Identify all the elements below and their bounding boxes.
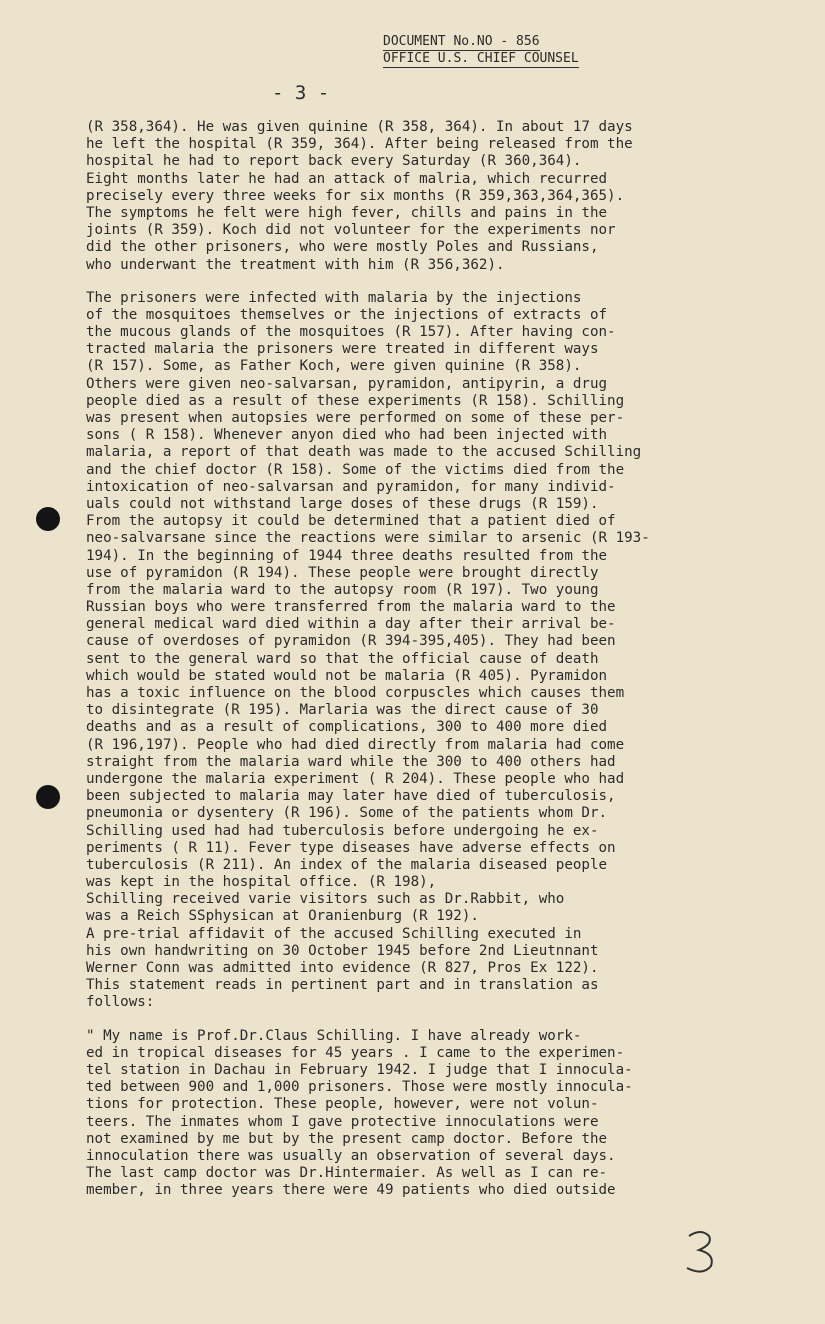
text-line: malaria, a report of that death was made to the accused Schilling bbox=[86, 444, 642, 461]
text-line: tracted malaria the prisoners were treated in different ways bbox=[86, 341, 599, 358]
text-line: not examined by me but by the present camp doctor. Before the bbox=[86, 1130, 608, 1147]
text-line: people died as a result of these experiments (R 158). Schilling bbox=[86, 392, 625, 409]
document-header bbox=[383, 34, 593, 68]
text-line: A pre-trial affidavit of the accused Schilling executed in bbox=[86, 925, 582, 942]
punch-hole-bottom bbox=[36, 785, 60, 809]
text-line: he left the hospital (R 359, 364). After being released from the bbox=[86, 136, 633, 153]
text-line: been subjected to malaria may later have died of tuberculosis, bbox=[86, 788, 616, 805]
text-line: straight from the malaria ward while the 300 to 400 others had bbox=[86, 753, 616, 770]
document-number: DOCUMENT No.NO - 856 bbox=[383, 34, 540, 49]
office-name: OFFICE U.S. CHIEF COUNSEL bbox=[383, 51, 579, 66]
text-line: member, in three years there were 49 patients who died outside bbox=[86, 1182, 616, 1199]
text-line: his own handwriting on 30 October 1945 before 2nd Lieutnnant bbox=[86, 942, 599, 959]
text-line: follows: bbox=[86, 994, 155, 1011]
text-line: and the chief doctor (R 158). Some of the victims died from the bbox=[86, 461, 625, 478]
text-line: innoculation there was usually an observation of several days. bbox=[86, 1147, 616, 1164]
text-line: neo-salvarsane since the reactions were similar to arsenic (R 193- bbox=[86, 530, 650, 547]
text-line: to disintegrate (R 195). Marlaria was the direct cause of 30 bbox=[86, 702, 599, 719]
text-line: This statement reads in pertinent part and in translation as bbox=[86, 977, 599, 994]
paragraph-3-quote bbox=[86, 1027, 633, 1200]
text-line: Russian boys who were transferred from the malaria ward to the bbox=[86, 599, 616, 616]
text-line: sons ( R 158). Whenever anyon died who had been injected with bbox=[86, 427, 608, 444]
text-line: hospital he had to report back every Saturday (R 360,364). bbox=[86, 153, 582, 170]
text-line: precisely every three weeks for six months (R 359,363,364,365). bbox=[86, 187, 625, 204]
text-line: joints (R 359). Koch did not volunteer for the experiments nor bbox=[86, 222, 616, 239]
handwritten-page-mark bbox=[683, 1228, 719, 1276]
text-line: has a toxic influence on the blood corpuscles which causes them bbox=[86, 685, 625, 701]
text-line: ed in tropical diseases for 45 years . I came to the experimen- bbox=[86, 1044, 625, 1061]
text-line: who underwant the treatment with him (R 356,362). bbox=[86, 256, 505, 273]
text-line: was kept in the hospital office. (R 198), bbox=[86, 874, 437, 891]
text-line: teers. The inmates whom I gave protective innoculations were bbox=[86, 1113, 599, 1130]
punch-hole-top bbox=[36, 507, 60, 531]
text-line: Schilling received varie visitors such as Dr.Rabbit, who bbox=[86, 891, 565, 908]
text-line: The symptoms he felt were high fever, chills and pains in the bbox=[86, 204, 608, 221]
text-line: ted between 900 and 1,000 prisoners. Those were mostly innocula- bbox=[86, 1079, 633, 1096]
text-line: sent to the general ward so that the official cause of death bbox=[86, 650, 599, 667]
text-line: was present when autopsies were performed on some of these per- bbox=[86, 410, 625, 426]
text-line: (R 157). Some, as Father Koch, were given quinine (R 358). bbox=[86, 358, 582, 375]
text-line: use of pyramidon (R 194). These people were brought directly bbox=[86, 564, 599, 581]
text-line: intoxication of neo-salvarsan and pyramidon, for many individ- bbox=[86, 478, 616, 495]
text-line: Eight months later he had an attack of malria, which recurred bbox=[86, 170, 608, 187]
text-line: uals could not withstand large doses of these drugs (R 159). bbox=[86, 495, 599, 512]
text-line: which would be stated would not be malaria (R 405). Pyramidon bbox=[86, 667, 608, 684]
text-line: Werner Conn was admitted into evidence (R 827, Pros Ex 122). bbox=[86, 960, 599, 976]
document-body bbox=[86, 119, 650, 1199]
text-line: did the other prisoners, who were mostly Poles and Russians, bbox=[86, 239, 599, 256]
text-line: The last camp doctor was Dr.Hintermaier. As well as I can re- bbox=[86, 1165, 608, 1182]
text-line: deaths and as a result of complications, 300 to 400 more died bbox=[86, 719, 608, 736]
text-line: tel station in Dachau in February 1942. I judge that I innocula- bbox=[86, 1061, 633, 1078]
text-line: general medical ward died within a day after their arrival be- bbox=[86, 616, 616, 633]
text-line: Schilling used had had tuberculosis before undergoing he ex- bbox=[86, 822, 599, 839]
text-line: " My name is Prof.Dr.Claus Schilling. I have already work- bbox=[86, 1027, 582, 1044]
text-line: undergone the malaria experiment ( R 204). These people who had bbox=[86, 770, 625, 787]
text-line: From the autopsy it could be determined that a patient died of bbox=[86, 513, 616, 530]
paragraph-2 bbox=[86, 289, 650, 1012]
text-line: The prisoners were infected with malaria by the injections bbox=[86, 289, 582, 306]
page-number: - 3 - bbox=[272, 82, 330, 104]
text-line: periments ( R 11). Fever type diseases have adverse effects on bbox=[86, 839, 616, 856]
text-line: of the mosquitoes themselves or the injections of extracts of bbox=[86, 306, 608, 323]
text-line: cause of overdoses of pyramidon (R 394-395,405). They had been bbox=[86, 633, 616, 650]
text-line: Others were given neo-salvarsan, pyramidon, antipyrin, a drug bbox=[86, 375, 608, 392]
text-line: (R 196,197). People who had died directly from malaria had come bbox=[86, 736, 625, 753]
text-line: from the malaria ward to the autopsy room (R 197). Two young bbox=[86, 581, 599, 598]
text-line: the mucous glands of the mosquitoes (R 157). After having con- bbox=[86, 324, 616, 341]
paragraph-1 bbox=[86, 119, 633, 274]
text-line: pneumonia or dysentery (R 196). Some of the patients whom Dr. bbox=[86, 805, 608, 822]
text-line: tions for protection. These people, however, were not volun- bbox=[86, 1096, 599, 1113]
text-line: 194). In the beginning of 1944 three deaths resulted from the bbox=[86, 547, 608, 564]
text-line: was a Reich SSphysican at Oranienburg (R 192). bbox=[86, 908, 479, 925]
text-line: tuberculosis (R 211). An index of the malaria diseased people bbox=[86, 856, 608, 873]
text-line: (R 358,364). He was given quinine (R 358, 364). In about 17 days bbox=[86, 119, 633, 135]
